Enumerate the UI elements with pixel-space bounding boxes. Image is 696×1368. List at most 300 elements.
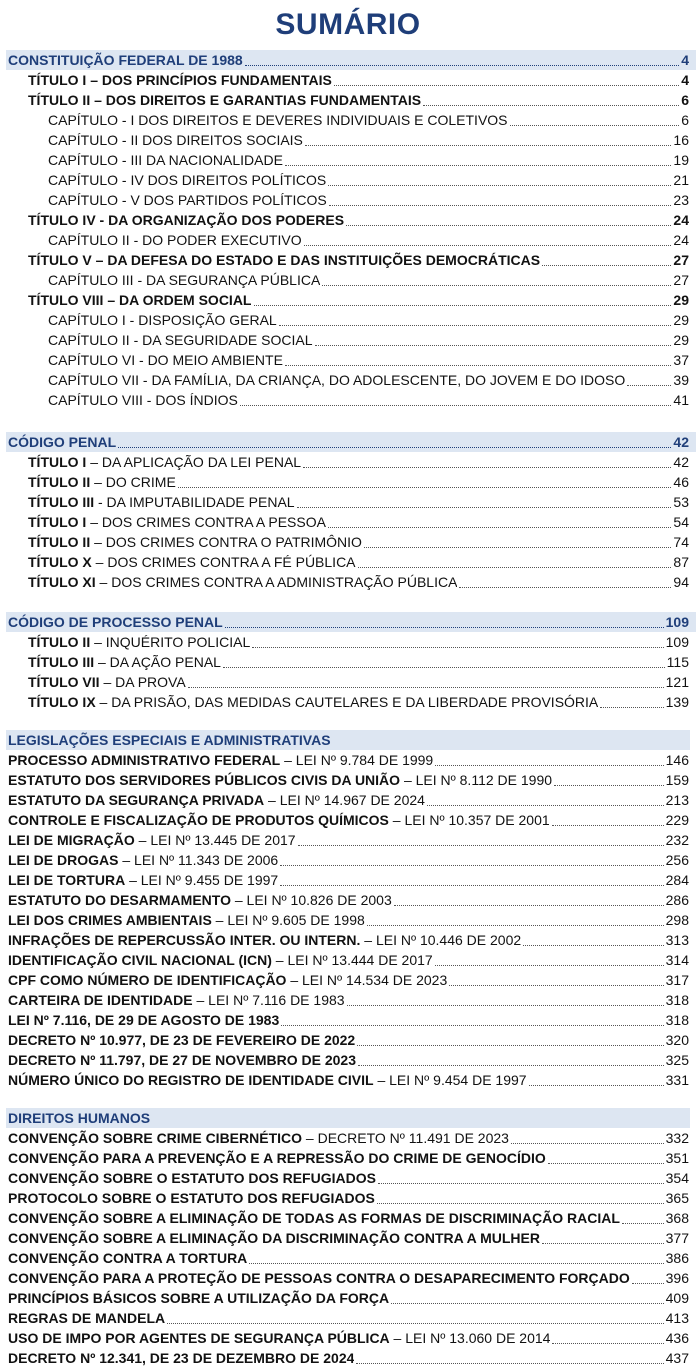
page-number: 229 xyxy=(665,812,689,828)
leader-dots xyxy=(346,225,671,226)
toc-entry-title: CONVENÇÃO PARA A PREVENÇÃO E A REPRESSÃO DO CRIME DE GENOCÍDIO xyxy=(8,1150,546,1166)
toc-entry-label xyxy=(8,770,552,790)
toc-entry-label xyxy=(28,632,250,652)
section-legislacoes xyxy=(0,730,696,1090)
leader-dots xyxy=(554,785,664,786)
page-number: 94 xyxy=(673,574,689,590)
toc-entry[interactable] xyxy=(0,472,696,492)
toc-entry[interactable] xyxy=(0,1010,696,1030)
page-number: 436 xyxy=(665,1330,689,1346)
toc-entry[interactable] xyxy=(0,270,696,290)
leader-dots xyxy=(279,325,672,326)
toc-entry[interactable] xyxy=(0,672,696,692)
page-number: 4 xyxy=(681,52,689,68)
leader-dots xyxy=(356,1363,663,1364)
page-number: 29 xyxy=(673,292,689,308)
toc-entry-title: TÍTULO IX xyxy=(28,694,96,710)
leader-dots xyxy=(510,125,680,126)
page-number: 41 xyxy=(673,392,689,408)
page-number: 331 xyxy=(665,1072,689,1088)
toc-entry[interactable] xyxy=(0,770,696,790)
toc-entry-label: TÍTULO IV - DA ORGANIZAÇÃO DOS PODERES xyxy=(28,212,345,228)
leader-dots xyxy=(523,945,663,946)
toc-entry[interactable] xyxy=(0,250,696,270)
toc-entry[interactable] xyxy=(0,910,696,930)
leader-dots xyxy=(304,245,672,246)
toc-entry-label xyxy=(8,1128,509,1148)
page-number: 115 xyxy=(666,654,689,670)
toc-entry[interactable] xyxy=(0,90,696,110)
toc-entry[interactable] xyxy=(0,890,696,910)
toc-entry-title: LEI Nº 7.116, DE 29 DE AGOSTO DE 1983 xyxy=(8,1012,280,1028)
toc-entry-label xyxy=(8,1328,550,1348)
page-number: 24 xyxy=(673,232,689,248)
toc-entry-label xyxy=(28,552,356,572)
toc-entry[interactable] xyxy=(0,512,696,532)
toc-entry-subtitle: – DA AÇÃO PENAL xyxy=(94,654,221,670)
leader-dots xyxy=(600,707,663,708)
toc-entry[interactable] xyxy=(0,330,696,350)
page-number: 4 xyxy=(681,72,689,88)
toc-entry-subtitle: – LEI Nº 8.112 DE 1990 xyxy=(400,772,553,788)
toc-entry-label xyxy=(28,572,457,592)
page-number: 437 xyxy=(665,1350,689,1366)
toc-entry-label: TÍTULO V – DA DEFESA DO ESTADO E DAS INSTITUIÇÕES DEMOCRÁTICAS xyxy=(28,252,541,268)
leader-dots xyxy=(435,765,663,766)
page-number: 313 xyxy=(665,932,689,948)
toc-entry-title: DECRETO Nº 11.797, DE 27 DE NOVEMBRO DE 2023 xyxy=(8,1052,356,1068)
page-number: 29 xyxy=(673,332,689,348)
toc-entry-label xyxy=(8,1030,355,1050)
toc-entry-subtitle: – INQUÉRITO POLICIAL xyxy=(90,634,251,650)
toc-entry-title: LEI DE MIGRAÇÃO xyxy=(8,832,135,848)
toc-entry-subtitle: – LEI Nº 14.967 DE 2024 xyxy=(264,792,425,808)
toc-entry[interactable] xyxy=(0,1030,696,1050)
toc-entry[interactable] xyxy=(0,110,696,130)
toc-entry-label xyxy=(28,532,362,552)
leader-dots xyxy=(118,447,671,448)
toc-entry-label: CAPÍTULO - I DOS DIREITOS E DEVERES INDIVIDUAIS E COLETIVOS xyxy=(48,112,508,128)
leader-dots xyxy=(315,345,672,346)
toc-entry-label xyxy=(8,930,521,950)
leader-dots xyxy=(529,1085,664,1086)
page-number: 159 xyxy=(665,772,689,788)
toc-entry-label xyxy=(28,512,326,532)
page-number: 16 xyxy=(673,132,689,148)
toc-entry[interactable] xyxy=(0,1208,696,1228)
leader-dots xyxy=(357,1045,663,1046)
toc-entry[interactable] xyxy=(0,692,696,712)
leader-dots xyxy=(285,365,671,366)
toc-entry-label xyxy=(8,1288,389,1308)
toc-entry[interactable] xyxy=(0,970,696,990)
toc-entry[interactable] xyxy=(0,1070,696,1090)
leader-dots xyxy=(245,65,680,66)
toc-entry[interactable] xyxy=(0,930,696,950)
section-direitos-humanos xyxy=(0,1108,696,1368)
leader-dots xyxy=(223,667,665,668)
toc-entry-label xyxy=(8,850,278,870)
page-number: 377 xyxy=(665,1230,689,1246)
toc-entry[interactable] xyxy=(0,1308,696,1328)
toc-entry-subtitle: – DOS CRIMES CONTRA O PATRIMÔNIO xyxy=(90,534,362,550)
leader-dots xyxy=(627,385,671,386)
page-number: 396 xyxy=(665,1270,689,1286)
toc-entry-subtitle: – LEI Nº 9.454 DE 1997 xyxy=(373,1072,527,1088)
toc-entry-subtitle: – DA PROVA xyxy=(99,674,186,690)
leader-dots xyxy=(322,285,671,286)
toc-entry[interactable] xyxy=(0,1328,696,1348)
toc-entry-label xyxy=(28,652,221,672)
page-number: 24 xyxy=(673,212,689,228)
toc-entry-label: TÍTULO II – DOS DIREITOS E GARANTIAS FUNDAMENTAIS xyxy=(28,92,422,108)
toc-entry-title: INFRAÇÕES DE REPERCUSSÃO INTER. OU INTERN. xyxy=(8,932,361,948)
toc-entry-label xyxy=(8,1148,546,1168)
page-number: 54 xyxy=(673,514,689,530)
toc-entry-subtitle: – LEI Nº 10.357 DE 2001 xyxy=(388,812,550,828)
page-number: 37 xyxy=(673,352,689,368)
toc-entry-label: CAPÍTULO II - DA SEGURIDADE SOCIAL xyxy=(48,332,313,348)
leader-dots xyxy=(548,1163,664,1164)
toc-entry[interactable] xyxy=(0,390,696,410)
page-number: 314 xyxy=(665,952,689,968)
page-number: 121 xyxy=(665,674,689,690)
toc-entry[interactable] xyxy=(0,552,696,572)
page-number: 6 xyxy=(681,92,689,108)
toc-entry[interactable] xyxy=(0,830,696,850)
toc-entry-label: TÍTULO I – DOS PRINCÍPIOS FUNDAMENTAIS xyxy=(28,72,332,88)
toc-entry-title: DECRETO Nº 10.977, DE 23 DE FEVEREIRO DE 2022 xyxy=(8,1032,356,1048)
toc-entry-label: CAPÍTULO - V DOS PARTIDOS POLÍTICOS xyxy=(48,192,327,208)
leader-dots xyxy=(552,825,664,826)
toc-entry-subtitle: – DOS CRIMES CONTRA A PESSOA xyxy=(86,514,326,530)
leader-dots xyxy=(435,965,664,966)
toc-entry[interactable] xyxy=(0,1228,696,1248)
page-number: 284 xyxy=(665,872,689,888)
toc-entry-label xyxy=(8,1208,620,1228)
page-number: 29 xyxy=(673,312,689,328)
toc-entry-label xyxy=(8,1308,165,1328)
toc-entry-label: CAPÍTULO - III DA NACIONALIDADE xyxy=(48,152,283,168)
page-number: 332 xyxy=(665,1130,689,1146)
leader-dots xyxy=(391,1303,664,1304)
toc-entry-label xyxy=(8,910,365,930)
page-number: 318 xyxy=(665,1012,689,1028)
page-number: 27 xyxy=(673,272,689,288)
toc-entry-subtitle: – LEI Nº 10.446 DE 2002 xyxy=(360,932,522,948)
toc-entry-title: DECRETO Nº 12.341, DE 23 DE DEZEMBRO DE 2024 xyxy=(8,1350,355,1366)
leader-dots xyxy=(188,687,664,688)
toc-entry-label xyxy=(8,990,345,1010)
toc-entry[interactable] xyxy=(0,1050,696,1070)
page-number: 351 xyxy=(665,1150,689,1166)
toc-entry-label xyxy=(28,692,598,712)
toc-entry[interactable] xyxy=(0,990,696,1010)
leader-dots xyxy=(367,925,664,926)
section-heading-label: CÓDIGO PENAL xyxy=(8,434,117,450)
toc-entry-title: CONVENÇÃO PARA A PROTEÇÃO DE PESSOAS CONTRA O DESAPARECIMENTO FORÇADO xyxy=(8,1270,630,1286)
toc-entry-label xyxy=(8,950,433,970)
toc-entry[interactable] xyxy=(0,230,696,250)
toc-entry[interactable] xyxy=(0,870,696,890)
section-heading[interactable] xyxy=(6,432,696,452)
toc-entry[interactable] xyxy=(0,130,696,150)
leader-dots xyxy=(358,1065,664,1066)
toc-entry-label xyxy=(8,1248,247,1268)
page-number: 232 xyxy=(665,832,689,848)
toc-entry[interactable] xyxy=(0,1168,696,1188)
page-number: 365 xyxy=(665,1190,689,1206)
toc-entry-title: TÍTULO VII xyxy=(28,674,100,690)
toc-entry-title: NÚMERO ÚNICO DO REGISTRO DE IDENTIDADE CIVIL xyxy=(8,1072,374,1088)
toc-entry-subtitle: – LEI Nº 14.534 DE 2023 xyxy=(286,972,448,988)
toc-entry-label: CAPÍTULO VIII - DOS ÍNDIOS xyxy=(48,392,238,408)
toc-entry[interactable] xyxy=(0,1288,696,1308)
toc-entry-subtitle: – LEI Nº 13.445 DE 2017 xyxy=(134,832,296,848)
page-number: 409 xyxy=(665,1290,689,1306)
toc-entry-subtitle: – DOS CRIMES CONTRA A FÉ PÚBLICA xyxy=(91,554,356,570)
page-number: 320 xyxy=(665,1032,689,1048)
page-number: 139 xyxy=(665,694,689,710)
toc-entry-label: CAPÍTULO I - DISPOSIÇÃO GERAL xyxy=(48,312,277,328)
toc-entry[interactable] xyxy=(0,1128,696,1148)
toc-entry[interactable] xyxy=(0,190,696,210)
toc-entry[interactable] xyxy=(0,790,696,810)
toc-entry[interactable] xyxy=(0,492,696,512)
page-number: 74 xyxy=(673,534,689,550)
section-heading-label: CONSTITUIÇÃO FEDERAL DE 1988 xyxy=(8,52,243,68)
toc-entry-label xyxy=(8,810,550,830)
toc-entry-title: CONTROLE E FISCALIZAÇÃO DE PRODUTOS QUÍMICOS xyxy=(8,812,389,828)
toc-entry-label xyxy=(8,1228,540,1248)
leader-dots xyxy=(240,405,672,406)
section-constituicao xyxy=(0,50,696,410)
leader-dots xyxy=(249,1263,663,1264)
toc-entry-title: CONVENÇÃO SOBRE A ELIMINAÇÃO DA DISCRIMINAÇÃO CONTRA A MULHER xyxy=(8,1230,540,1246)
page-number: 42 xyxy=(673,434,689,450)
toc-entry-label xyxy=(8,870,278,890)
toc-entry-subtitle: – LEI Nº 9.605 DE 1998 xyxy=(211,912,365,928)
page-title: SUMÁRIO xyxy=(275,8,421,41)
page-number: 42 xyxy=(673,454,689,470)
toc-entry-title: PROCESSO ADMINISTRATIVO FEDERAL xyxy=(8,752,281,768)
toc-entry-title: ESTATUTO DO DESARMAMENTO xyxy=(8,892,231,908)
toc-entry[interactable] xyxy=(0,652,696,672)
toc-entry-title: TÍTULO I xyxy=(28,454,87,470)
toc-entry[interactable] xyxy=(0,290,696,310)
toc-entry-title: TÍTULO III xyxy=(28,494,95,510)
toc-entry-title: TÍTULO II xyxy=(28,474,91,490)
leader-dots xyxy=(459,587,671,588)
toc-entry-subtitle: – LEI Nº 10.826 DE 2003 xyxy=(230,892,392,908)
toc-entry-title: IDENTIFICAÇÃO CIVIL NACIONAL (ICN) xyxy=(8,952,272,968)
leader-dots xyxy=(334,85,679,86)
toc-entry-label xyxy=(8,1168,376,1188)
leader-dots xyxy=(280,865,663,866)
toc-entry[interactable] xyxy=(0,1148,696,1168)
toc-entry-subtitle: – DA APLICAÇÃO DA LEI PENAL xyxy=(86,454,302,470)
leader-dots xyxy=(225,627,664,628)
toc-entry-label: TÍTULO VIII – DA ORDEM SOCIAL xyxy=(28,292,252,308)
toc-entry-title: TÍTULO II xyxy=(28,634,91,650)
toc-entry[interactable] xyxy=(0,1348,696,1368)
page-number: 317 xyxy=(665,972,689,988)
toc-entry[interactable] xyxy=(0,750,696,770)
toc-entry[interactable] xyxy=(0,1248,696,1268)
toc-entry-label: CAPÍTULO - IV DOS DIREITOS POLÍTICOS xyxy=(48,172,327,188)
toc-entry[interactable] xyxy=(0,370,696,390)
toc-entry-label xyxy=(8,790,425,810)
toc-entry-title: TÍTULO II xyxy=(28,534,91,550)
leader-dots xyxy=(423,105,679,106)
section-processo-penal xyxy=(0,612,696,712)
leader-dots xyxy=(449,985,663,986)
toc-entry-label xyxy=(8,1188,375,1208)
toc-entry-label xyxy=(8,1050,356,1070)
toc-entry-subtitle: – LEI Nº 13.444 DE 2017 xyxy=(271,952,433,968)
leader-dots xyxy=(542,1243,664,1244)
leader-dots xyxy=(298,845,664,846)
leader-dots xyxy=(328,527,671,528)
section-heading[interactable]: DIREITOS HUMANOS xyxy=(6,1108,690,1128)
toc-entry[interactable] xyxy=(0,150,696,170)
section-heading[interactable]: LEGISLAÇÕES ESPECIAIS E ADMINISTRATIVAS xyxy=(6,730,690,750)
section-heading[interactable] xyxy=(6,50,696,70)
page-number: 286 xyxy=(665,892,689,908)
toc-entry[interactable] xyxy=(0,1188,696,1208)
page-number: 256 xyxy=(665,852,689,868)
toc-entry[interactable] xyxy=(0,452,696,472)
toc-entry[interactable] xyxy=(0,850,696,870)
section-heading[interactable] xyxy=(6,612,696,632)
toc-entry-title: CONVENÇÃO SOBRE O ESTATUTO DOS REFUGIADOS xyxy=(8,1170,376,1186)
toc-entry[interactable] xyxy=(0,70,696,90)
toc-entry-title: LEI DOS CRIMES AMBIENTAIS xyxy=(8,912,212,928)
leader-dots xyxy=(329,205,672,206)
toc-entry[interactable] xyxy=(0,632,696,652)
page-number: 109 xyxy=(665,634,689,650)
page-number: 109 xyxy=(665,614,689,630)
page-number: 21 xyxy=(673,172,689,188)
page-number: 413 xyxy=(665,1310,689,1326)
page-number: 146 xyxy=(665,752,689,768)
toc-entry[interactable] xyxy=(0,1268,696,1288)
toc-entry-label: CAPÍTULO II - DO PODER EXECUTIVO xyxy=(48,232,302,248)
page-number: 46 xyxy=(673,474,689,490)
toc-entry-subtitle: – LEI Nº 9.455 DE 1997 xyxy=(125,872,279,888)
page-number: 354 xyxy=(665,1170,689,1186)
leader-dots xyxy=(167,1323,664,1324)
leader-dots xyxy=(427,805,664,806)
leader-dots xyxy=(252,647,663,648)
leader-dots xyxy=(622,1223,664,1224)
leader-dots xyxy=(542,265,671,266)
page-number: 87 xyxy=(673,554,689,570)
leader-dots xyxy=(377,1203,664,1204)
page-number: 19 xyxy=(673,152,689,168)
toc-entry-label xyxy=(28,452,301,472)
toc-entry-title: ESTATUTO DOS SERVIDORES PÚBLICOS CIVIS DA UNIÃO xyxy=(8,772,401,788)
page-number: 368 xyxy=(665,1210,689,1226)
toc-entry-subtitle: – LEI Nº 7.116 DE 1983 xyxy=(192,992,345,1008)
leader-dots xyxy=(254,305,672,306)
toc-entry-title: REGRAS DE MANDELA xyxy=(8,1310,166,1326)
toc-entry-title: LEI DE TORTURA xyxy=(8,872,126,888)
toc-entry[interactable] xyxy=(0,350,696,370)
toc-entry-label: CAPÍTULO III - DA SEGURANÇA PÚBLICA xyxy=(48,272,321,288)
toc-entry[interactable] xyxy=(0,210,696,230)
toc-entry-title: PRINCÍPIOS BÁSICOS SOBRE A UTILIZAÇÃO DA FORÇA xyxy=(8,1290,390,1306)
toc-entry-title: ESTATUTO DA SEGURANÇA PRIVADA xyxy=(8,792,265,808)
page-number: 6 xyxy=(681,112,689,128)
leader-dots xyxy=(511,1143,664,1144)
leader-dots xyxy=(364,547,671,548)
leader-dots xyxy=(178,487,672,488)
toc-entry-subtitle: – DA PRISÃO, DAS MEDIDAS CAUTELARES E DA LIBERDADE PROVISÓRIA xyxy=(95,694,599,710)
toc-entry-title: TÍTULO I xyxy=(28,514,87,530)
toc-entry-title: TÍTULO III xyxy=(28,654,95,670)
toc-entry-subtitle: – DECRETO Nº 11.491 DE 2023 xyxy=(302,1130,509,1146)
leader-dots xyxy=(552,1343,663,1344)
toc-entry[interactable] xyxy=(0,950,696,970)
leader-dots xyxy=(328,185,671,186)
page-number: 53 xyxy=(673,494,689,510)
leader-dots xyxy=(358,567,672,568)
toc-entry-label xyxy=(28,492,295,512)
leader-dots xyxy=(303,467,671,468)
page-number: 27 xyxy=(673,252,689,268)
page-number: 386 xyxy=(665,1250,689,1266)
toc-entry-label xyxy=(8,1010,279,1030)
toc-entry[interactable] xyxy=(0,810,696,830)
leader-dots xyxy=(305,145,672,146)
toc-entry-subtitle: - DA IMPUTABILIDADE PENAL xyxy=(94,494,295,510)
toc-entry-subtitle: – DOS CRIMES CONTRA A ADMINISTRAÇÃO PÚBLICA xyxy=(95,574,458,590)
toc-entry-label xyxy=(8,1070,527,1090)
toc-entry-label xyxy=(28,472,176,492)
toc-entry-title: CONVENÇÃO SOBRE A ELIMINAÇÃO DE TODAS AS FORMAS DE DISCRIMINAÇÃO RACIAL xyxy=(8,1210,620,1226)
toc-entry[interactable] xyxy=(0,170,696,190)
section-codigo-penal xyxy=(0,432,696,592)
toc-entry-label xyxy=(8,1268,630,1288)
toc-entry-label: CAPÍTULO VII - DA FAMÍLIA, DA CRIANÇA, DO ADOLESCENTE, DO JOVEM E DO IDOSO xyxy=(48,372,626,388)
toc-entry-label xyxy=(8,970,447,990)
toc-entry-label xyxy=(8,890,392,910)
toc-entry-subtitle: – LEI Nº 13.060 DE 2014 xyxy=(389,1330,551,1346)
toc-entry[interactable] xyxy=(0,532,696,552)
page-number: 318 xyxy=(665,992,689,1008)
section-heading-label: CÓDIGO DE PROCESSO PENAL xyxy=(8,614,223,630)
toc-entry-title: TÍTULO XI xyxy=(28,574,96,590)
toc-entry-label xyxy=(28,672,186,692)
toc-entry-subtitle: – LEI Nº 9.784 DE 1999 xyxy=(280,752,434,768)
toc-entry-label xyxy=(8,1348,354,1368)
leader-dots xyxy=(281,1025,663,1026)
toc-entry-label: CAPÍTULO VI - DO MEIO AMBIENTE xyxy=(48,352,283,368)
leader-dots xyxy=(280,885,663,886)
toc-entry[interactable] xyxy=(0,572,696,592)
toc-entry-subtitle: – DO CRIME xyxy=(90,474,176,490)
leader-dots xyxy=(378,1183,664,1184)
page-number: 325 xyxy=(665,1052,689,1068)
toc-entry-title: PROTOCOLO SOBRE O ESTATUTO DOS REFUGIADOS xyxy=(8,1190,375,1206)
toc-entry-title: USO DE IMPO POR AGENTES DE SEGURANÇA PÚBLICA xyxy=(8,1330,390,1346)
toc-entry-title: LEI DE DROGAS xyxy=(8,852,119,868)
toc-entry-title: CARTEIRA DE IDENTIDADE xyxy=(8,992,193,1008)
leader-dots xyxy=(347,1005,664,1006)
toc-entry[interactable] xyxy=(0,310,696,330)
toc-entry-label: CAPÍTULO - II DOS DIREITOS SOCIAIS xyxy=(48,132,303,148)
